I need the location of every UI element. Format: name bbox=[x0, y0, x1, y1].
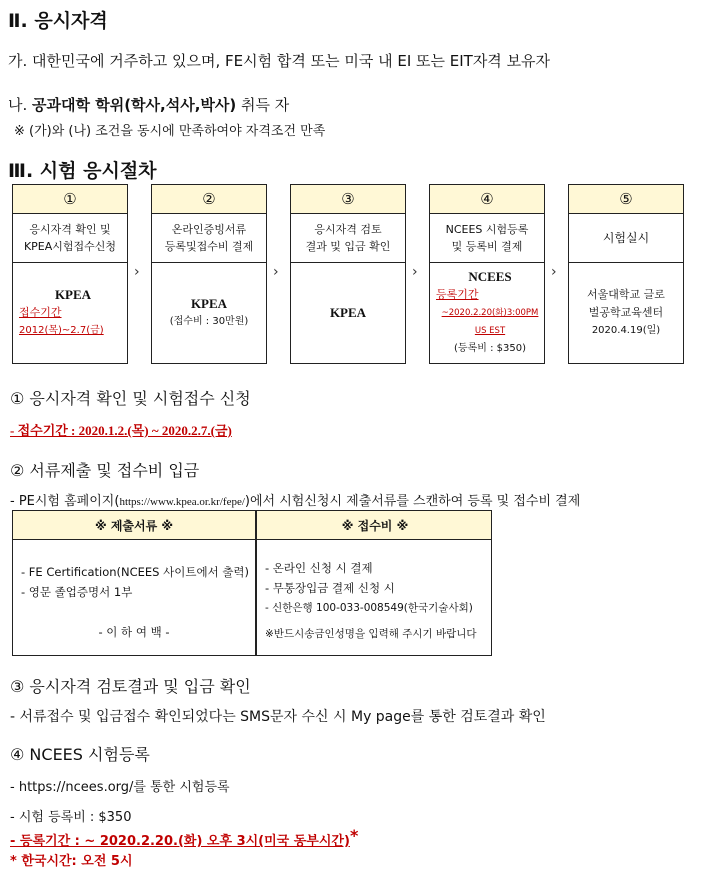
step4-period bbox=[10, 826, 358, 849]
doc-item: - FE Certification(NCEES 사이트에서 출력) bbox=[21, 565, 250, 579]
qualification-item-na bbox=[8, 94, 289, 115]
step-exam-date: 2020.4.19(일) bbox=[591, 325, 661, 336]
step-number: ③ bbox=[291, 185, 405, 214]
step-arrow-icon: › bbox=[551, 264, 557, 280]
item-na-suffix: 취득 자 bbox=[236, 96, 290, 114]
header-documents: ※ 제출서류 ※ bbox=[94, 518, 174, 533]
process-step-2 bbox=[151, 184, 267, 364]
fee-item: - 온라인 신청 시 결제 bbox=[265, 561, 373, 575]
fee-item: - 무통장입금 결제 신청 시 bbox=[265, 581, 395, 595]
step-title-line: 결과 및 입금 확인 bbox=[305, 240, 391, 253]
step-body bbox=[430, 263, 544, 363]
step3-description: - 서류접수 및 입금접수 확인되었다는 SMS문자 수신 시 My page를 통한 검토결과 확인 bbox=[10, 709, 546, 725]
step-arrow-icon: › bbox=[134, 264, 140, 280]
header-fee: ※ 접수비 ※ bbox=[341, 518, 409, 533]
step4-heading: ④ NCEES 시험등록 bbox=[10, 745, 150, 764]
step-title bbox=[13, 214, 127, 263]
section-3-title: Ⅲ. 시험 응시절차 bbox=[8, 160, 157, 182]
step-fee: (등록비 : $350) bbox=[454, 343, 526, 354]
step-title bbox=[569, 214, 683, 263]
step-org: KPEA bbox=[190, 296, 228, 311]
step4-period-text: - 등록기간 : ~ 2020.2.20.(화) 오후 3시(미국 동부시간) bbox=[10, 834, 350, 849]
step-title-line: 및 등록비 결제 bbox=[451, 240, 523, 253]
step-title bbox=[291, 214, 405, 263]
step-body bbox=[291, 263, 405, 363]
step-title-line: 응시자격 확인 및 bbox=[29, 223, 111, 236]
process-step-5 bbox=[568, 184, 684, 364]
step-period-label: 접수기간 bbox=[19, 306, 62, 319]
fee-account: - 신한은행 100-033-008549(한국기술사회) bbox=[265, 602, 473, 614]
qualification-note: ※ (가)와 (나) 조건을 동시에 만족하여야 자격조건 만족 bbox=[14, 124, 326, 139]
fee-note: ※반드시송금인성명을 입력해 주시기 바랍니다 bbox=[265, 628, 477, 640]
step-venue-line: 벌공학교육센터 bbox=[588, 306, 664, 319]
step-org: KPEA bbox=[329, 305, 367, 320]
step-period-value: ~2020.2.20(화)3:00PM US EST bbox=[441, 308, 539, 336]
step3-heading: ③ 응시자격 검토결과 및 입금 확인 bbox=[10, 677, 251, 696]
step-title-line: 온라인증빙서류 bbox=[171, 223, 247, 236]
step-body bbox=[152, 263, 266, 363]
asterisk-icon: * bbox=[349, 826, 359, 845]
step-arrow-icon: › bbox=[412, 264, 418, 280]
step-fee: (접수비 : 30만원) bbox=[169, 316, 249, 327]
step-number: ② bbox=[152, 185, 266, 214]
step-title-line: NCEES 시험등록 bbox=[445, 223, 529, 236]
step2-description bbox=[10, 490, 580, 509]
qualification-item-ga: 가. 대한민국에 거주하고 있으며, FE시험 합격 또는 미국 내 EI 또는 EIT자격 보유자 bbox=[8, 52, 551, 70]
step-number: ⑤ bbox=[569, 185, 683, 214]
process-step-1 bbox=[12, 184, 128, 364]
step-body bbox=[569, 263, 683, 363]
doc-item: - 영문 졸업증명서 1부 bbox=[21, 585, 133, 599]
step-title bbox=[430, 214, 544, 263]
desc-prefix: - PE시험 홈페이지( bbox=[10, 494, 120, 509]
step-venue-line: 서울대학교 글로 bbox=[587, 288, 665, 301]
doc-end-note: - 이 하 여 백 - bbox=[98, 625, 170, 639]
step-number: ④ bbox=[430, 185, 544, 214]
desc-suffix: )에서 시험신청시 제출서류를 스캔하여 등록 및 접수비 결제 bbox=[244, 494, 581, 509]
step-arrow-icon: › bbox=[273, 264, 279, 280]
step1-period: - 접수기간 : 2020.1.2.(목) ~ 2020.2.7.(금) bbox=[10, 423, 232, 438]
step-number: ① bbox=[13, 185, 127, 214]
section-2-title: Ⅱ. 응시자격 bbox=[8, 10, 108, 32]
step4-fee: - 시험 등록비 : $350 bbox=[10, 810, 132, 825]
step-org: KPEA bbox=[54, 287, 92, 302]
step-title bbox=[152, 214, 266, 263]
table-divider bbox=[255, 511, 257, 655]
step2-heading: ② 서류제출 및 접수비 입금 bbox=[10, 461, 200, 480]
step-title-line: 등록및접수비 결제 bbox=[164, 240, 254, 253]
documents-fee-table bbox=[12, 510, 492, 656]
step-title-line: 시험실시 bbox=[602, 230, 650, 245]
process-step-3 bbox=[290, 184, 406, 364]
step-period-label: 등록기간 bbox=[436, 288, 479, 301]
step-title-line: 응시자격 검토 bbox=[314, 223, 382, 236]
step4-korea-time: * 한국시간: 오전 5시 bbox=[10, 854, 133, 869]
step-body bbox=[13, 263, 127, 363]
step-period-value: 2012(목)~2.7(금) bbox=[19, 325, 104, 336]
step-title-line: KPEA시험접수신청 bbox=[23, 240, 117, 253]
kpea-link[interactable]: https://www.kpea.or.kr/fepe/ bbox=[119, 496, 245, 508]
item-na-degree: 공과대학 학위(학사,석사,박사) bbox=[32, 96, 237, 114]
item-na-prefix: 나. bbox=[8, 96, 33, 114]
step1-heading: ① 응시자격 확인 및 시험접수 신청 bbox=[10, 389, 251, 408]
process-step-4 bbox=[429, 184, 545, 364]
step4-register-site: - https://ncees.org/를 통한 시험등록 bbox=[10, 780, 230, 795]
table-header bbox=[13, 511, 491, 540]
step-org: NCEES bbox=[468, 269, 512, 284]
